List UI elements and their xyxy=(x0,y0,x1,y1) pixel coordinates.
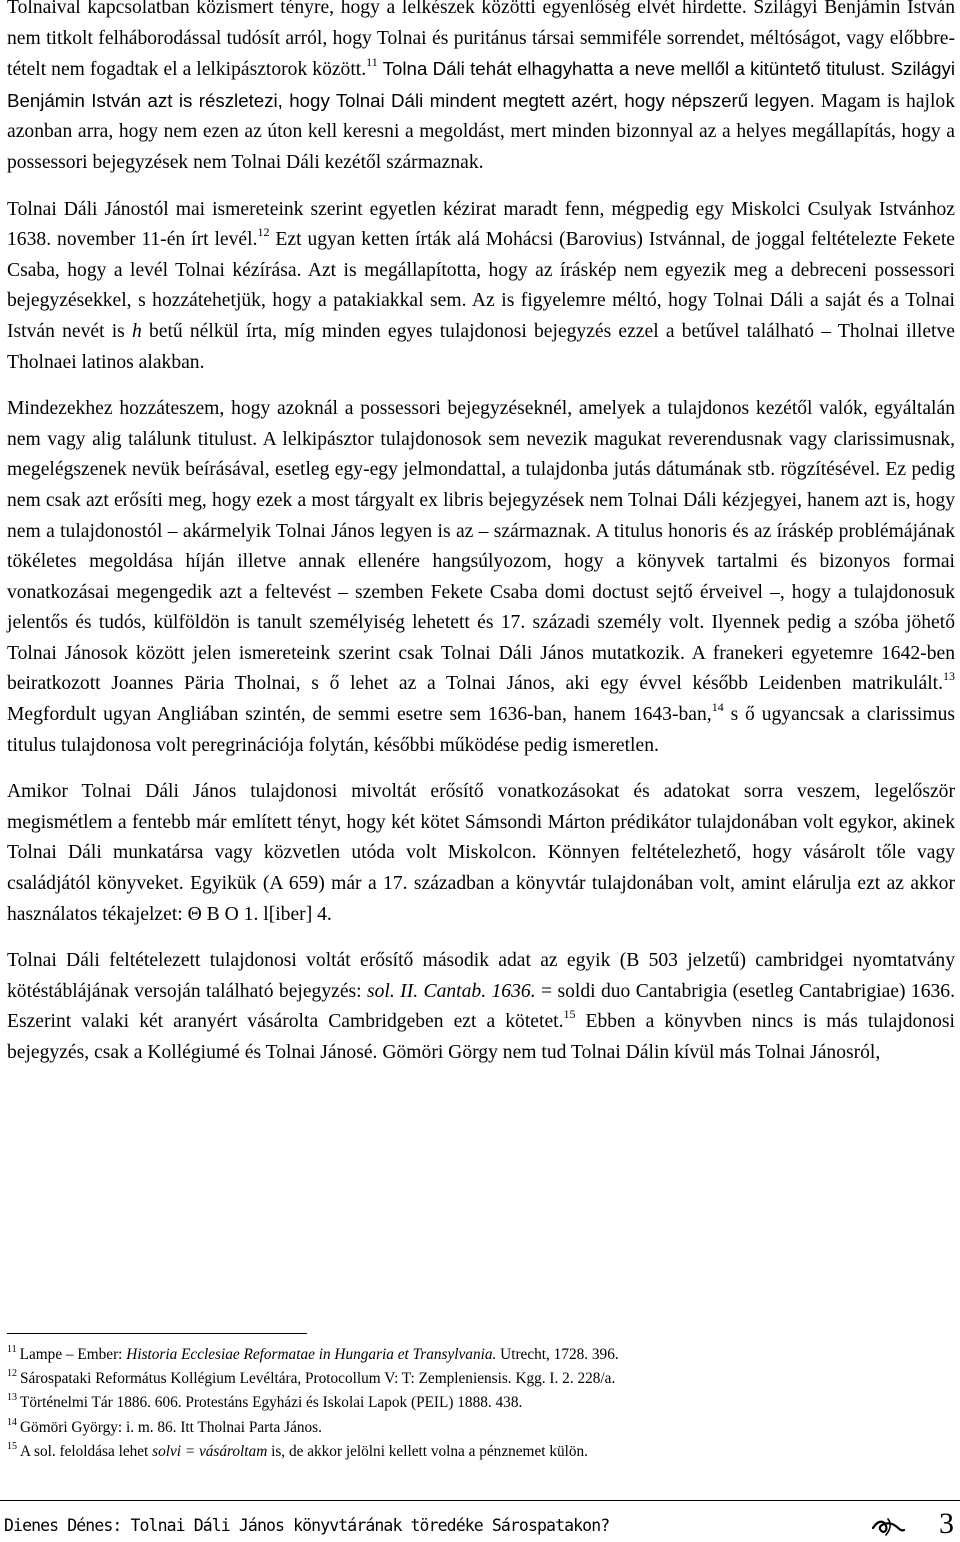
footnote-ref-12[interactable]: 12 xyxy=(257,225,270,240)
paragraph-2: Tolnai Dáli Jánostól mai ismereteink szerint egyetlen kézirat maradt fenn, mégpedig egy Miskolci Csulyak Istvánhoz 1638. november 11-én írt levél.$^{12}$ Ezt ugyan ketten írták alá Mohácsi (Barovius) Istvánnal, de joggal feltételezte Fekete Csaba, hogy a levél Tolnai kézírása. Azt is megállapította, hogy az íráskép nem egyezik meg a debreceni possessori bejegyzésekkel, s hozzátehetjük, hogy a patakiakkal sem. Az is figyelemre méltó, hogy Tolnai Dáli a saját és a Tolnai István nevét is h betű nélkül írta, míg minden egyes tulajdonosi bejegyzés ezzel a betűvel található – Tholnai illetve Tholnaei latinos alakban. xyxy=(7,198,955,373)
footer-rule xyxy=(0,1500,960,1501)
footnote-14: $^{14}$ Gömöri György: i. m. 86. Itt Tholnai Parta János. xyxy=(7,1416,322,1436)
quill-flourish-icon xyxy=(870,1516,906,1538)
footnote-15: $^{15}$ A sol. feloldása lehet solvi = vásároltam is, de akkor jelölni kellett volna a pénznemet külön. xyxy=(7,1440,588,1460)
footnote-ref-13[interactable]: 13 xyxy=(943,669,955,684)
footnote-11: $^{11}$ Lampe – Ember: Historia Ecclesiae Reformatae in Hungaria et Transylvania. Utrecht, 1728. 396. xyxy=(7,1344,619,1363)
paragraph-3: Mindezekhez hozzáteszem, hogy azoknál a possessori bejegyzéseknél, amelyek a tulajdonos kezétől valók, egyáltalán nem vagy alig találunk titulust. A lelkipásztor tulajdonosok sem nevezik magukat reverendusnak vagy clarissimusnak, megelégszenek nevük beírásával, esetleg egy-egy jelmondattal, a tulajdonba jutás dátumának stb. rögzítésével. Ez pedig nem csak azt erősíti meg, hogy ezek a most tárgyalt ex libris bejegyzések nem Tolnai Dáli kézjegyei, hanem azt is, hogy nem a tulajdonostól – akármelyik Tolnai János legyen is az – származnak. A titulus honoris és az íráskép problémájának tökéletes megoldása híján illetve annak ellenére hangsúlyozom, hogy a könyvek tartalmi és bizonyos formai vonatkozásai megengedik azt a feltevést – szemben Fekete Csaba domi doctust sejtő érveivel –, hogy a tulajdonosuk jelentős és tudós, külföldön is tanult személyiség lehetett és 17. századi személy volt. Ilyennek pedig a szóba jöhető Tolnai Jánosok között jelen ismereteink szerint csak Tolnai Dáli János mutatkozik. A franekeri egyetemre 1642-ben beiratkozott Joannes Päria Tholnai, s ő lehet az a Tolnai János, aki egy évvel később Leidenben matrikulált.$^{13}$ Megfordult ugyan Angliában szintén, de semmi esetre sem 1636-ban, hanem 1643-ban,$^{14}$ s ő ugyancsak a clarissimus titulus tulajdonosa volt peregrinációja folytán, későbbi működése pedig ismeretlen. xyxy=(7,398,955,756)
paragraph-5: Tolnai Dáli feltételezett tulajdonosi voltát erősítő második adat az egyik (B 503 jelzetű) cambridgei nyomtatvány kötéstáblájának versoján található bejegyzés: sol. II. Cantab. 1636. = soldi duo Cantabrigia (esetleg Cantabrigiae) 1636. Eszerint valaki két aranyért vásárolta Cambridgeben ezt a kötetet.$^{15}$ Ebben a könyvben nincs is más tulajdonosi bejegyzés, csak a Kollégiumé és Tolnai Jánosé. Gömöri Görgy nem tud Tolnai Dálin kívül más Tolnai Jánosról, xyxy=(7,950,955,1063)
footnotes xyxy=(7,1343,955,1464)
page-number: 3 xyxy=(939,1507,954,1540)
footnote-separator xyxy=(7,1333,307,1334)
footnote-ref-14[interactable]: 14 xyxy=(711,700,724,715)
page-footer xyxy=(4,1507,956,1540)
footer-title: Dienes Dénes: Tolnai Dáli János könyvtárának töredéke Sárospatakon? xyxy=(4,1516,610,1535)
footnote-13: $^{13}$ Történelmi Tár 1886. 606. Protestáns Egyházi és Iskolai Lapok (PEIL) 1888. 438. xyxy=(7,1392,523,1412)
footnote-ref-11[interactable]: 11 xyxy=(366,55,378,70)
paragraph-4: Amikor Tolnai Dáli János tulajdonosi mivoltát erősítő vonatkozásokat és adatokat sorra veszem, legelőször megismétlem a fentebb már említett tényt, hogy két kötet Sámsondi Márton prédikátor tulajdonában volt egykor, akinek Tolnai Dáli munkatársa vagy közvetlen utóda volt Miskolcon. Könnyen feltételezhető, hogy vásárolt tőle vagy családjától könyveket. Egyikük (A 659) már a 17. században a könyvtár tulajdonában volt, amint elárulja ezt az akkor használatos tékajelzet: Θ B O 1. l[iber] 4. xyxy=(7,781,955,925)
footnote-ref-15[interactable]: 15 xyxy=(563,1007,576,1022)
footnote-12: $^{12}$ Sárospataki Református Kollégium Levéltára, Protocollum V: T: Zempleniensis. Kgg. I. 2. 228/a. xyxy=(7,1368,616,1388)
paragraph-1: Tolnaival kapcsolatban közismert tényre, hogy a lelkészek közötti egyenlőség elvét hirdette. Szilágyi Benjámin István nem titkolt felháborodással tudósít arról, hogy Tolnai és puritánus társai semmiféle sorrendet, méltóságot, vagy előbbre-tételt nem fogadtak el a lelkipásztorok között.$^{11}$ Tolna Dáli tehát elhagyhatta a neve mellől a kitüntető titulust. Szilágyi Benjámin István azt is részletezi, hogy Tolnai Dáli mindent megtett azért, hogy népszerű legyen. Magam is hajlok azonban arra, hogy nem ezen az úton kell keresni a megoldást, mert minden bizonnyal az a helyes megállapítás, hogy a possessori bejegyzések nem Tolnai Dáli kezétől származnak. xyxy=(7,0,956,173)
page-body xyxy=(7,0,955,1069)
